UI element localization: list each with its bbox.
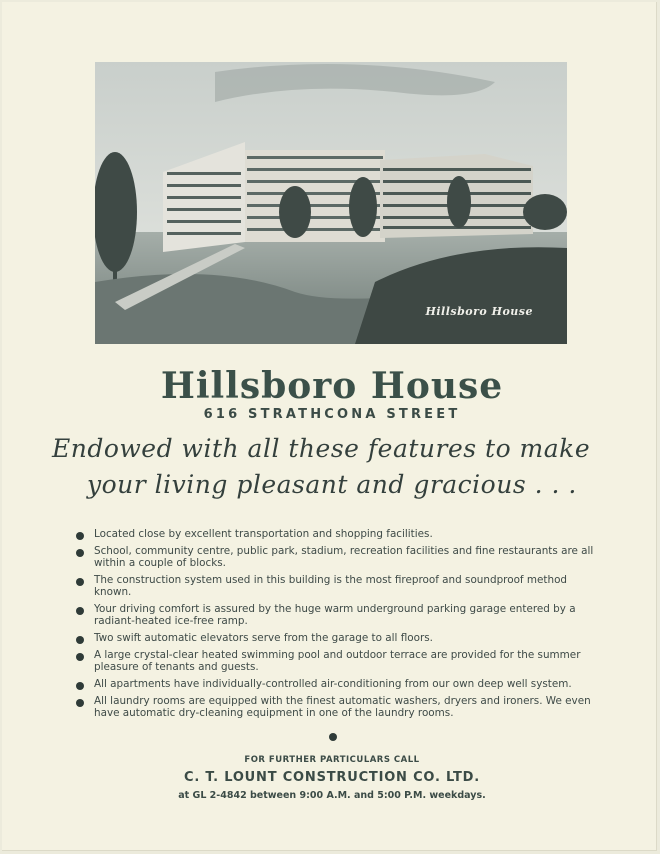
feature-item xyxy=(74,678,599,690)
feature-text: School, community centre, public park, stadium, recreation facilities and fine restaurants are all within a couple of blocks. xyxy=(94,545,594,569)
feature-text: The construction system used in this building is the most fireproof and soundproof method known. xyxy=(94,574,568,598)
bullet-icon xyxy=(76,607,84,615)
bullet-icon xyxy=(76,549,84,557)
feature-list xyxy=(74,528,599,724)
bullet-icon xyxy=(76,682,84,690)
feature-item xyxy=(74,649,599,673)
bullet-icon xyxy=(76,636,84,644)
feature-text: A large crystal-clear heated swimming pool and outdoor terrace are provided for the summer pleasure of tenants and guests. xyxy=(94,649,581,673)
feature-item xyxy=(74,574,599,598)
building-illustration-drawing xyxy=(95,62,567,344)
feature-text: Your driving comfort is assured by the huge warm underground parking garage entered by a radiant-heated ice-free ramp. xyxy=(94,603,576,627)
contact-details: at GL 2-4842 between 9:00 A.M. and 5:00 P.M. weekdays. xyxy=(178,790,486,801)
bullet-icon xyxy=(76,699,84,707)
divider-dot-icon xyxy=(329,733,337,741)
bullet-icon xyxy=(76,532,84,540)
bullet-icon xyxy=(76,653,84,661)
feature-item xyxy=(74,632,599,644)
page-title: Hillsboro House xyxy=(160,365,504,407)
feature-text: Located close by excellent transportation and shopping facilities. xyxy=(94,528,433,540)
feature-item xyxy=(74,545,599,569)
bullet-icon xyxy=(76,578,84,586)
feature-text: All laundry rooms are equipped with the finest automatic washers, dryers and ironers. We even have automatic dry-cleaning equipment in one of the laundry rooms. xyxy=(94,695,591,719)
company-name: C. T. LOUNT CONSTRUCTION CO. LTD. xyxy=(184,770,480,785)
illustration-caption: Hillsboro House xyxy=(425,305,533,318)
feature-text: Two swift automatic elevators serve from the garage to all floors. xyxy=(94,632,433,644)
brochure-page xyxy=(2,2,657,851)
feature-item xyxy=(74,528,599,540)
building-address: 616 STRATHCONA STREET xyxy=(203,407,461,422)
call-to-action: FOR FURTHER PARTICULARS CALL xyxy=(244,755,420,765)
feature-text: All apartments have individually-controlled air-conditioning from our own deep well system. xyxy=(94,678,572,690)
headline-line-1: Endowed with all these features to make xyxy=(52,434,591,463)
feature-item xyxy=(74,603,599,627)
headline-line-2: your living pleasant and gracious . . . xyxy=(87,470,577,499)
feature-item xyxy=(74,695,599,719)
building-illustration xyxy=(95,62,567,344)
